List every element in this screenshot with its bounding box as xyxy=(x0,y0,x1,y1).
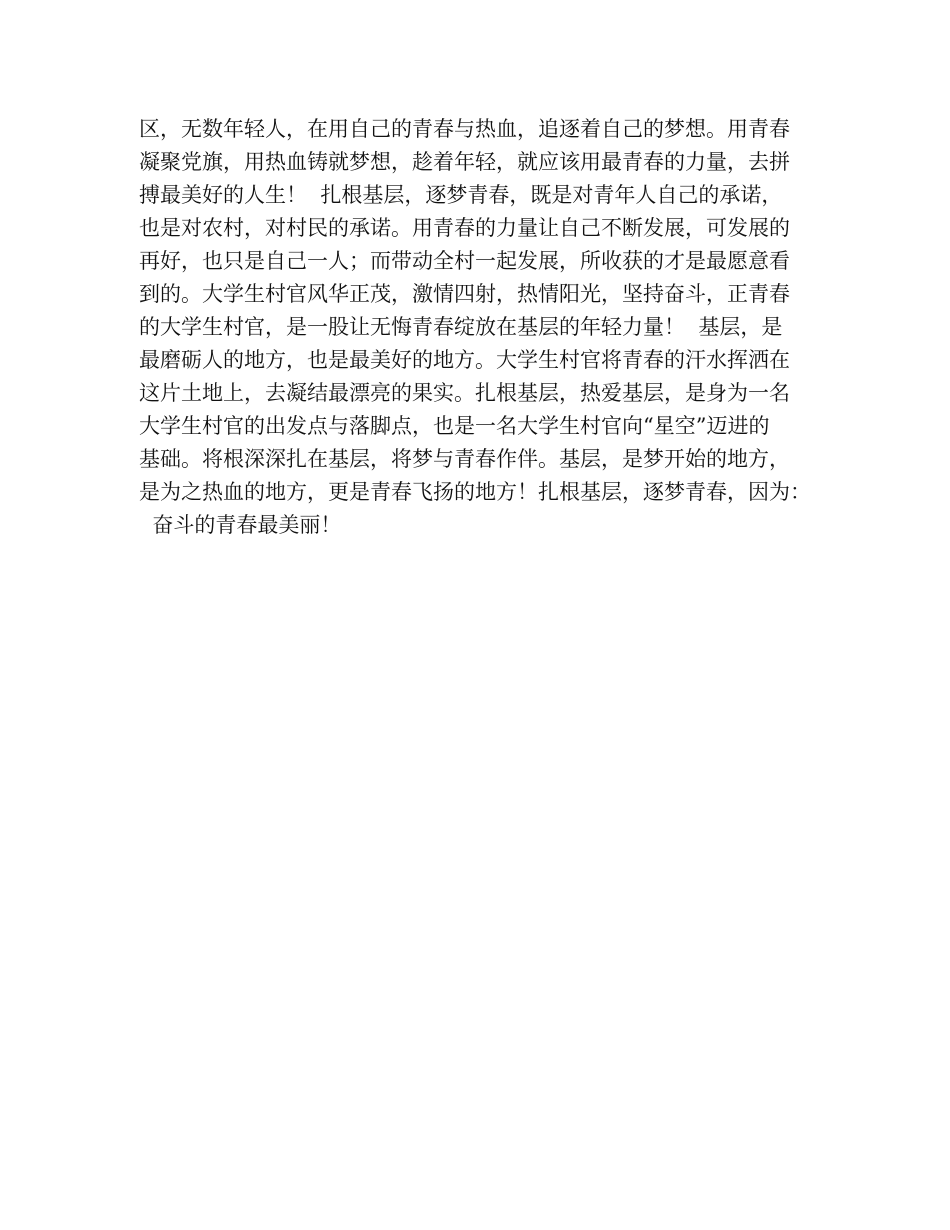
text-line: 的大学生村官，是一股让无悔青春绽放在基层的年轻力量！ 基层，是 xyxy=(139,315,783,339)
text-line: 基础。将根深深扎在基层，将梦与青春作伴。基层，是梦开始的地方， xyxy=(139,447,790,471)
text-line: 大学生村官的出发点与落脚点，也是一名大学生村官向“星空”迈进的 xyxy=(139,414,770,438)
text-line: 奋斗的青春最美丽！ xyxy=(139,513,342,537)
text-line: 这片土地上，去凝结最漂亮的果实。扎根基层，热爱基层，是身为一名 xyxy=(139,381,790,405)
text-line: 凝聚党旗，用热血铸就梦想，趁着年轻，就应该用最青春的力量，去拼 xyxy=(139,150,790,174)
text-line: 区，无数年轻人，在用自己的青春与热血，追逐着自己的梦想。用青春 xyxy=(139,117,790,141)
text-line: 再好，也只是自己一人；而带动全村一起发展，所收获的才是最愿意看 xyxy=(139,249,790,273)
text-line: 也是对农村，对村民的承诺。用青春的力量让自己不断发展，可发展的 xyxy=(139,216,790,240)
text-line: 搏最美好的人生！ 扎根基层，逐梦青春，既是对青年人自己的承诺， xyxy=(139,183,783,207)
text-line: 是为之热血的地方，更是青春飞扬的地方！扎根基层，逐梦青春，因为： xyxy=(139,480,811,504)
text-line: 最磨砺人的地方，也是最美好的地方。大学生村官将青春的汗水挥洒在 xyxy=(139,348,790,372)
text-line: 到的。大学生村官风华正茂，激情四射，热情阳光，坚持奋斗，正青春 xyxy=(139,282,790,306)
body-paragraph xyxy=(139,113,839,542)
